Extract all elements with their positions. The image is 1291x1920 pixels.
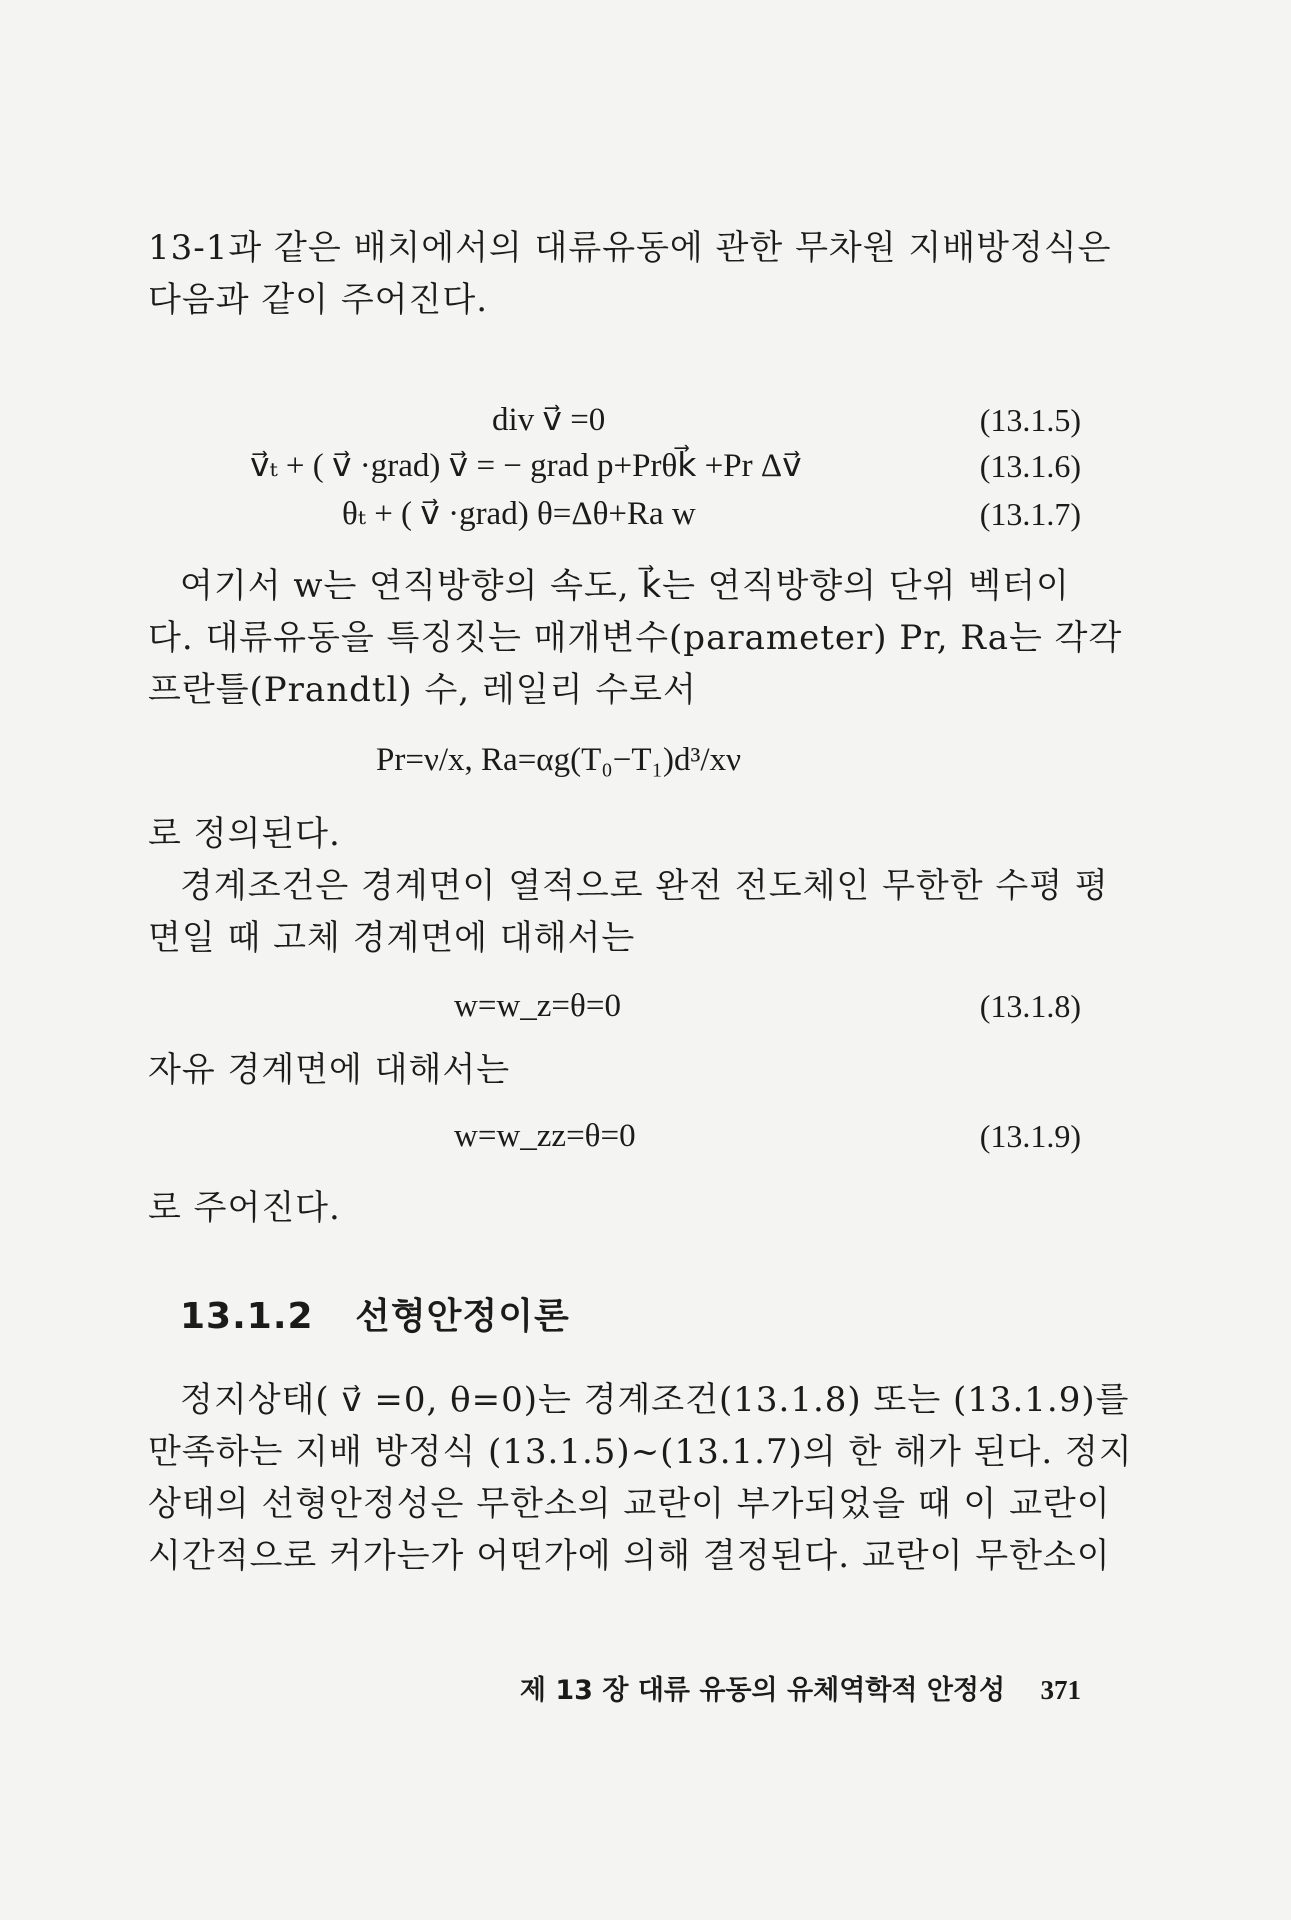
para1-line-3: 프란틀(Prandtl) 수, 레일리 수로서 bbox=[148, 670, 697, 710]
intro-line-1: 13-1과 같은 배치에서의 대류유동에 관한 무차원 지배방정식은 bbox=[148, 228, 1112, 268]
section-heading bbox=[180, 1288, 570, 1339]
equation-number-13-1-8: (13.1.8) bbox=[979, 988, 1081, 1024]
para6-line-1: 정지상태( v⃗ =0, θ=0)는 경계조건(13.1.8) 또는 (13.1.9)를 bbox=[180, 1380, 1130, 1420]
page-number: 371 bbox=[1040, 1675, 1081, 1705]
equation-number-13-1-9: (13.1.9) bbox=[979, 1118, 1081, 1154]
para2: 로 정의된다. bbox=[148, 814, 341, 854]
chapter-title: 제 13 장 대류 유동의 유체역학적 안정성 bbox=[519, 1675, 1006, 1706]
equation-13-1-6: v⃗ₜ + ( v⃗ ·grad) v⃗ = − grad p+Prθk⃗ +Pr Δv⃗ bbox=[250, 448, 802, 484]
section-number: 13.1.2 bbox=[180, 1296, 314, 1337]
equation-13-1-8: w=w_z=θ=0 bbox=[454, 988, 621, 1024]
para3-line-2: 면일 때 고체 경계면에 대해서는 bbox=[148, 918, 636, 958]
para6-line-4: 시간적으로 커가는가 어떤가에 의해 결정된다. 교란이 무한소이 bbox=[148, 1536, 1111, 1576]
equation-number-13-1-5: (13.1.5) bbox=[979, 402, 1081, 438]
para5: 로 주어진다. bbox=[148, 1188, 341, 1228]
para1-line-1: 여기서 w는 연직방향의 속도, k⃗는 연직방향의 단위 벡터이 bbox=[180, 566, 1070, 606]
equation-13-1-5: div v⃗ =0 bbox=[492, 402, 606, 438]
section-title: 선형안정이론 bbox=[355, 1296, 570, 1337]
equation-number-13-1-6: (13.1.6) bbox=[979, 448, 1081, 484]
page-footer bbox=[520, 1668, 1081, 1707]
equation-pr-ra: Pr=ν/x, Ra=αg(T₀−T₁)d³/xν bbox=[376, 742, 741, 778]
para1-line-2: 다. 대류유동을 특징짓는 매개변수(parameter) Pr, Ra는 각각 bbox=[148, 618, 1123, 658]
para3-line-1: 경계조건은 경계면이 열적으로 완전 전도체인 무한한 수평 평 bbox=[180, 866, 1109, 906]
intro-line-2: 다음과 같이 주어진다. bbox=[148, 280, 489, 320]
para6-line-3: 상태의 선형안정성은 무한소의 교란이 부가되었을 때 이 교란이 bbox=[148, 1484, 1111, 1524]
para6-line-2: 만족하는 지배 방정식 (13.1.5)~(13.1.7)의 한 해가 된다. 정지 bbox=[148, 1432, 1133, 1472]
equation-number-13-1-7: (13.1.7) bbox=[979, 496, 1081, 532]
para4: 자유 경계면에 대해서는 bbox=[148, 1050, 511, 1090]
equation-13-1-7: θₜ + ( v⃗ ·grad) θ=Δθ+Ra w bbox=[342, 496, 696, 532]
equation-13-1-9: w=w_zz=θ=0 bbox=[454, 1118, 636, 1154]
